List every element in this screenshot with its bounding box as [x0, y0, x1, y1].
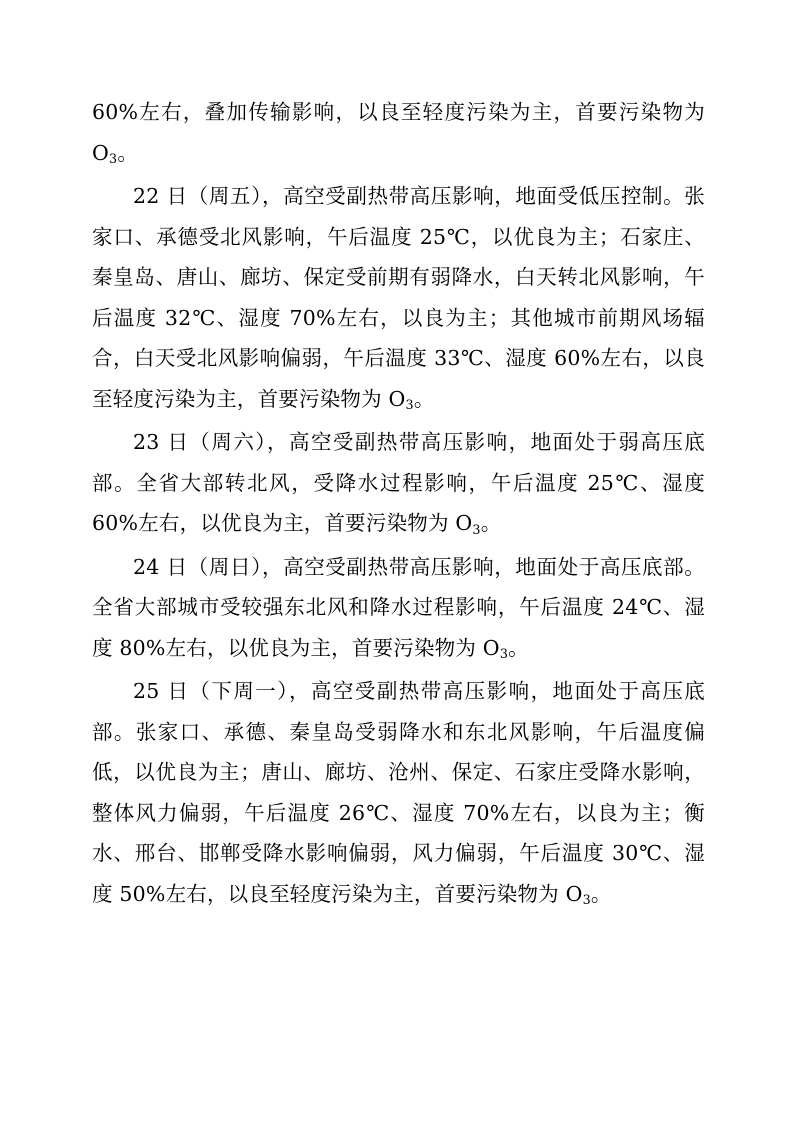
paragraph-5 [92, 671, 705, 917]
document-body [92, 92, 712, 917]
paragraph-3-subscript: 3 [472, 521, 481, 537]
paragraph-4-text: 24 日（周日），高空受副热带高压影响，地面处于高压底部。全省大部城市受较强东北风和降水过程影响，午后温度 24℃、湿度 80%左右，以优良为主，首要污染物为 O [92, 554, 705, 660]
paragraph-3-text: 23 日（周六），高空受副热带高压影响，地面处于弱高压底部。全省大部转北风，受降水过程影响，午后温度 25℃、湿度 60%左右，以优良为主，首要污染物为 O [92, 430, 712, 535]
paragraph-2 [92, 176, 705, 422]
paragraph-3-tail: 。 [480, 511, 502, 535]
paragraph-3 [92, 422, 712, 547]
paragraph-5-subscript: 3 [582, 892, 591, 908]
paragraph-2-tail: 。 [413, 386, 435, 411]
paragraph-1-tail: 。 [117, 140, 139, 165]
paragraph-1-text: 60%左右，叠加传输影响，以良至轻度污染为主，首要污染物为 O [92, 100, 712, 165]
paragraph-2-text: 22 日（周五），高空受副热带高压影响，地面受低压控制。张家口、承德受北风影响，午后温度 25℃，以优良为主；石家庄、秦皇岛、唐山、廊坊、保定受前期有弱降水，白天转北风影响，午后温度 32℃、湿度 70%左右，以良为主；其他城市前期风场辐合，白天受北风影响偏弱，午后温度 33℃、湿度 60%左右，以良至轻度污染为主，首要污染物为 O [92, 184, 705, 411]
paragraph-1 [92, 92, 712, 176]
paragraph-4-tail: 。 [508, 635, 529, 660]
paragraph-1-subscript: 3 [109, 151, 118, 167]
paragraph-4-subscript: 3 [499, 646, 509, 662]
paragraph-5-tail: 。 [590, 881, 612, 906]
paragraph-2-subscript: 3 [405, 397, 414, 413]
paragraph-4 [92, 547, 705, 672]
paragraph-5-text: 25 日（下周一），高空受副热带高压影响，地面处于高压底部。张家口、承德、秦皇岛受弱降水和东北风影响，午后温度偏低，以优良为主；唐山、廊坊、沧州、保定、石家庄受降水影响，整体风力偏弱，午后温度 26℃、湿度 70%左右，以良为主；衡水、邢台、邯郸受降水影响偏弱，风力偏弱，午后温度 30℃、湿度 50%左右，以良至轻度污染为主，首要污染物为 O [92, 679, 705, 906]
